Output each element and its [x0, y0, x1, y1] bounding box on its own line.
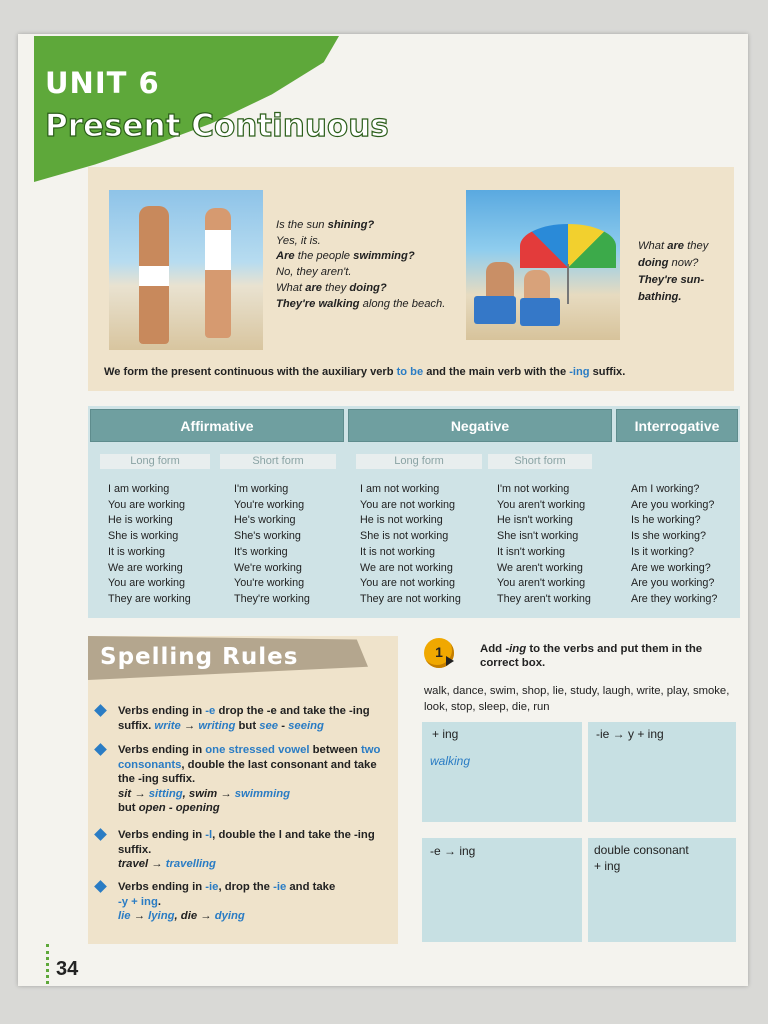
subheader-long-form: Long form — [100, 454, 210, 469]
box-example-walking: walking — [430, 754, 471, 768]
spelling-rules-title: Spelling Rules — [100, 644, 299, 670]
beach-couple-photo — [109, 190, 263, 350]
negative-short-column: I'm not working You aren't working He isn't working She isn't working It isn't working We aren't working You aren't working They aren't working — [497, 483, 591, 605]
beach-umbrella-icon — [520, 224, 616, 268]
spelling-rule-3: Verbs ending in -l, double the l and take the -ing suffix. travel → travelling — [96, 828, 396, 872]
diamond-bullet-icon — [94, 743, 107, 756]
dialog-left: Is the sun shining? Yes, it is. Are the people swimming? No, they aren't. What are they doing? They're walking along the beach. — [276, 219, 446, 310]
box-heading-e-ing: -e → ing — [430, 844, 476, 858]
umbrella-pole — [567, 264, 569, 304]
subheader-short-form: Short form — [488, 454, 592, 469]
diamond-bullet-icon — [94, 880, 107, 893]
affirmative-long-column: I am working You are working He is working She is working It is working We are working You are working They are working — [108, 483, 191, 605]
box-heading-double-consonant: double consonant + ing — [594, 843, 689, 873]
spelling-rule-2: Verbs ending in one stressed vowel between two consonants, double the last consonant and take the -ing suffix. sit → sitting, swim → swimming but open - opening — [96, 743, 396, 816]
spelling-rule-4: Verbs ending in -ie, drop the -ie and take -y + ing. lie → lying, die → dying — [96, 880, 396, 924]
dialog-right: What are they doing now? They're sun- bathing. — [638, 240, 709, 303]
diamond-bullet-icon — [94, 828, 107, 841]
interrogative-column: Am I working? Are you working? Is he working? Is she working? Is it working? Are we working? Are you working? Are they working? — [631, 483, 718, 605]
header-affirmative: Affirmative — [90, 409, 344, 442]
spelling-rule-1: Verbs ending in -e drop the -e and take the -ing suffix. write → writing but see - seeing — [96, 704, 396, 733]
exercise-number-badge: 1 — [424, 638, 454, 668]
page-margin-dots — [46, 944, 52, 984]
beach-chair — [474, 296, 516, 324]
exercise-verb-list: walk, dance, swim, shop, lie, study, laugh, write, play, smoke, look, stop, sleep, die, run — [424, 685, 730, 713]
box-heading-ie-y-ing: -ie → y + ing — [596, 727, 664, 741]
negative-long-column: I am not working You are not working He is not working She is not working It is not working We are not working You are not working They are not working — [360, 483, 461, 605]
unit-label: UNIT 6 — [45, 66, 160, 100]
subheader-long-form: Long form — [356, 454, 482, 469]
header-interrogative: Interrogative — [616, 409, 738, 442]
page-number: 34 — [56, 958, 79, 980]
unit-title: Present Continuous — [45, 108, 389, 144]
affirmative-short-column: I'm working You're working He's working She's working It's working We're working You're working They're working — [234, 483, 310, 605]
box-heading-plus-ing: + ing — [432, 727, 459, 741]
subheader-short-form: Short form — [220, 454, 336, 469]
grammar-rule: We form the present continuous with the auxiliary verb to be and the main verb with the -ing suffix. — [104, 366, 626, 378]
header-negative: Negative — [348, 409, 612, 442]
exercise-instruction: Add -ing to the verbs and put them in the correct box. — [480, 643, 703, 670]
beach-chair — [520, 298, 560, 326]
diamond-bullet-icon — [94, 704, 107, 717]
